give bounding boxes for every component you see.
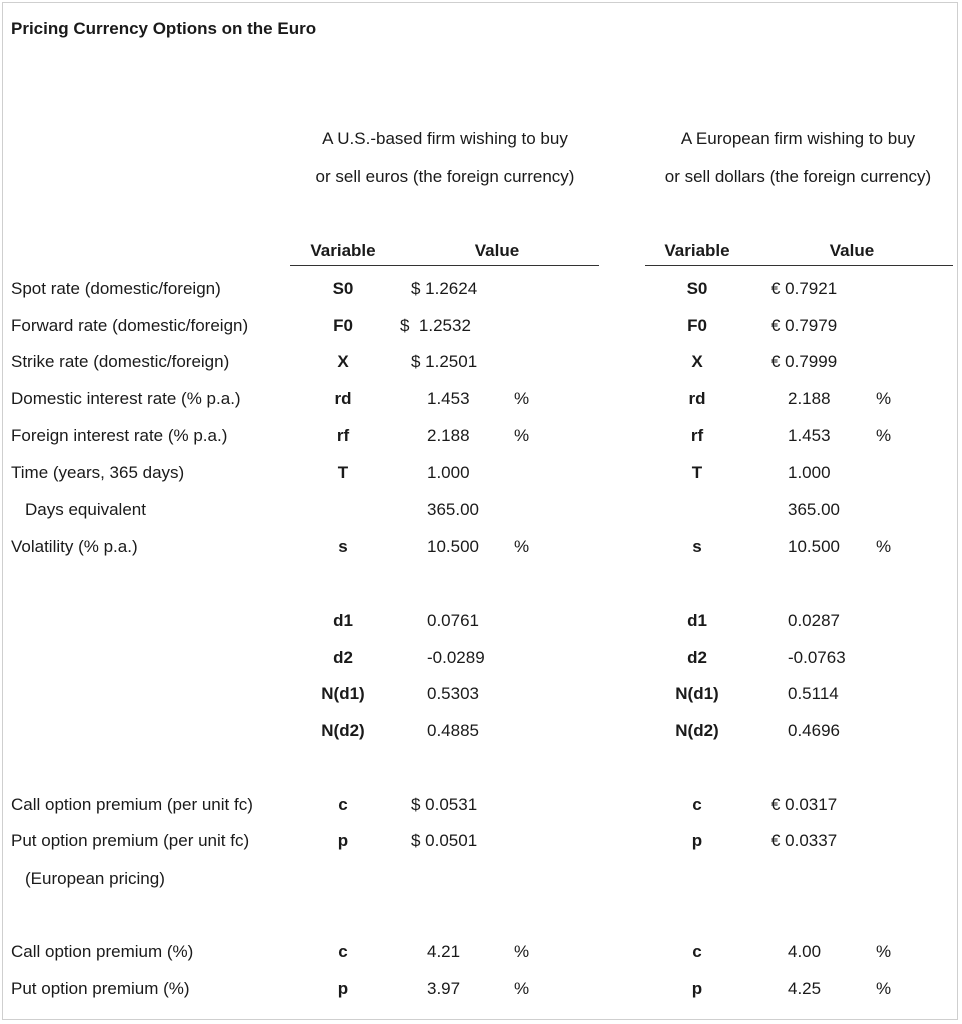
us-var-s0: S0 [332,279,354,298]
us-pct-p: % [514,979,530,998]
us-var-nd1: N(d1) [321,684,365,703]
us-pct-rd: % [514,389,530,408]
eu-var-rd: rd [688,389,706,408]
label-days: Days equivalent [25,500,146,519]
us-var-rf: rf [336,426,350,445]
label-european-pricing: (European pricing) [25,869,165,888]
us-var-p: p [337,831,349,850]
us-var-p-pct: p [337,979,349,998]
us-val-rf: 2.188 [427,426,470,445]
eu-var-c: c [692,795,702,814]
eu-var-p: p [691,831,703,850]
eu-val-f0: € 0.7979 [771,316,838,335]
eu-pct-c: % [876,942,892,961]
eu-var-nd2: N(d2) [675,721,719,740]
us-val-nd1: 0.5303 [427,684,479,703]
eu-var-rf: rf [690,426,704,445]
eu-val-c-pct: 4.00 [788,942,822,961]
label-time: Time (years, 365 days) [11,463,185,482]
eu-var-s0: S0 [686,279,708,298]
us-var-rd: rd [334,389,352,408]
eu-pct-rd: % [876,389,892,408]
eu-pct-rf: % [876,426,892,445]
us-pct-s: % [514,537,530,556]
us-var-c: c [338,795,348,814]
eu-val-p: € 0.0337 [771,831,838,850]
eu-var-p-pct: p [691,979,703,998]
us-var-x: X [337,352,349,371]
us-val-p: $ 0.0501 [411,831,478,850]
us-header-line2: or sell euros (the foreign currency) [315,167,575,186]
label-strike: Strike rate (domestic/foreign) [11,352,230,371]
eu-val-s: 10.500 [788,537,840,556]
us-val-rd: 1.453 [427,389,470,408]
us-val-f0: $ 1.2532 [400,316,471,335]
us-val-c-pct: 4.21 [427,942,461,961]
eu-var-t: T [691,463,703,482]
us-val-s0: $ 1.2624 [411,279,478,298]
eu-var-d1: d1 [687,611,707,630]
eu-val-d1: 0.0287 [788,611,840,630]
us-variable-header: Variable [310,241,376,260]
page-title: Pricing Currency Options on the Euro [11,19,317,38]
eu-header-rule [645,265,953,266]
us-val-p-pct: 3.97 [427,979,461,998]
eu-val-nd1: 0.5114 [788,684,839,703]
eu-val-p-pct: 4.25 [788,979,822,998]
eu-pct-p: % [876,979,892,998]
eu-val-x: € 0.7999 [771,352,838,371]
eu-var-nd1: N(d1) [675,684,719,703]
eu-val-c: € 0.0317 [771,795,838,814]
eu-val-d2: -0.0763 [788,648,846,667]
us-val-t: 1.000 [427,463,470,482]
label-call-pct: Call option premium (%) [11,942,194,961]
label-call-unit: Call option premium (per unit fc) [11,795,253,814]
eu-header-line1: A European firm wishing to buy [680,129,916,148]
eu-val-rf: 1.453 [788,426,831,445]
label-volatility: Volatility (% p.a.) [11,537,138,556]
us-header-line1: A U.S.-based firm wishing to buy [322,129,568,148]
eu-var-d2: d2 [687,648,707,667]
label-domestic-rate: Domestic interest rate (% p.a.) [11,389,241,408]
us-var-d1: d1 [333,611,353,630]
us-val-d1: 0.0761 [427,611,479,630]
us-pct-c: % [514,942,530,961]
us-value-header: Value [474,241,520,260]
us-var-f0: F0 [333,316,353,335]
eu-val-nd2: 0.4696 [788,721,840,740]
eu-var-c-pct: c [692,942,702,961]
us-val-days: 365.00 [427,500,479,519]
us-val-x: $ 1.2501 [411,352,478,371]
label-forward: Forward rate (domestic/foreign) [11,316,249,335]
eu-val-t: 1.000 [788,463,831,482]
eu-value-header: Value [829,241,875,260]
eu-var-s: s [692,537,702,556]
eu-val-rd: 2.188 [788,389,831,408]
us-pct-rf: % [514,426,530,445]
eu-val-days: 365.00 [788,500,840,519]
label-put-unit: Put option premium (per unit fc) [11,831,250,850]
us-var-d2: d2 [333,648,353,667]
label-spot: Spot rate (domestic/foreign) [11,279,221,298]
eu-var-f0: F0 [687,316,707,335]
us-val-c: $ 0.0531 [411,795,478,814]
eu-val-s0: € 0.7921 [771,279,838,298]
us-header-rule [290,265,599,266]
us-val-nd2: 0.4885 [427,721,479,740]
eu-header-line2: or sell dollars (the foreign currency) [664,167,932,186]
label-put-pct: Put option premium (%) [11,979,190,998]
us-var-c-pct: c [338,942,348,961]
us-var-t: T [337,463,349,482]
label-foreign-rate: Foreign interest rate (% p.a.) [11,426,228,445]
eu-pct-s: % [876,537,892,556]
us-var-s: s [338,537,348,556]
eu-variable-header: Variable [664,241,730,260]
eu-var-x: X [691,352,703,371]
us-val-d2: -0.0289 [427,648,485,667]
us-val-s: 10.500 [427,537,479,556]
us-var-nd2: N(d2) [321,721,365,740]
